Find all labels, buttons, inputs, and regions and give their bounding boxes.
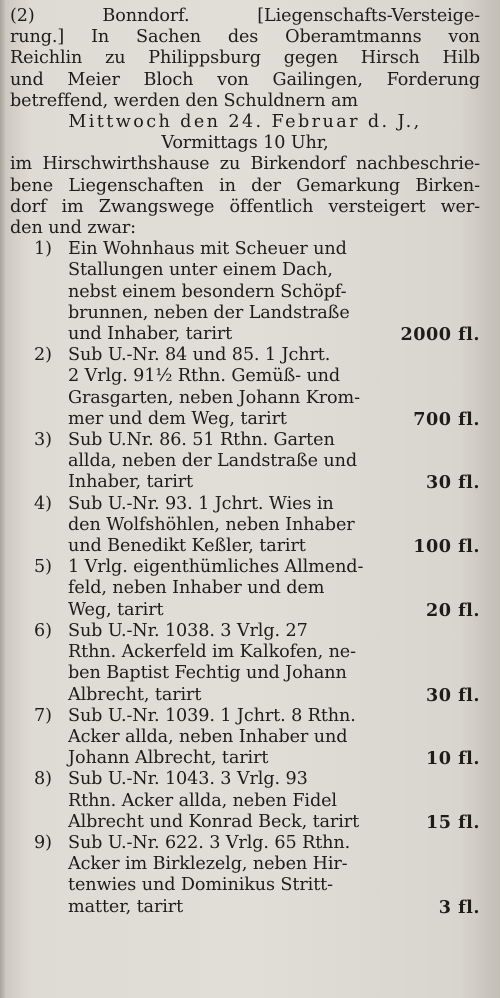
property-item-price: 30 fl. bbox=[426, 472, 480, 494]
property-item-price: 100 fl. bbox=[413, 536, 480, 558]
property-item-text: Stallungen unter einem Dach, bbox=[68, 260, 333, 281]
property-item-number: 6) bbox=[34, 620, 52, 641]
property-item-line bbox=[10, 282, 480, 303]
property-item-text: tenwies und Dominikus Stritt- bbox=[68, 875, 333, 896]
property-item-line bbox=[10, 557, 480, 578]
property-item bbox=[10, 430, 480, 494]
property-item-line bbox=[10, 706, 480, 727]
property-item-text: Sub U.Nr. 86. 51 Rthn. Garten bbox=[68, 430, 335, 451]
property-item-line bbox=[10, 366, 480, 387]
body-line: dorf im Zwangswege öffentlich versteigert wer- bbox=[10, 196, 480, 217]
property-item-line bbox=[10, 472, 480, 493]
property-item-text: Albrecht und Konrad Beck, tarirt bbox=[68, 811, 360, 832]
property-item-price: 30 fl. bbox=[426, 684, 480, 706]
property-item-text: Albrecht, tarirt bbox=[68, 684, 202, 705]
property-item-text: Sub U.-Nr. 93. 1 Jchrt. Wies in bbox=[68, 493, 334, 514]
property-item-text: Rthn. Acker allda, neben Fidel bbox=[68, 790, 337, 811]
property-item-number: 2) bbox=[34, 345, 52, 366]
property-item-text: und Inhaber, tarirt bbox=[68, 324, 233, 345]
header-line: rung.] In Sachen des Oberamtmanns von bbox=[10, 27, 480, 48]
property-item-number: 9) bbox=[34, 832, 52, 853]
property-item-text: Sub U.-Nr. 1038. 3 Vrlg. 27 bbox=[68, 620, 308, 641]
property-item-line bbox=[10, 748, 480, 769]
property-item-text: Acker allda, neben Inhaber und bbox=[68, 726, 348, 747]
property-item-number: 1) bbox=[34, 239, 52, 260]
header-line: Reichlin zu Philippsburg gegen Hirsch Hilb bbox=[10, 48, 480, 69]
property-item bbox=[10, 557, 480, 621]
body-line: im Hirschwirthshause zu Birkendorf nachbeschrie- bbox=[10, 154, 480, 175]
property-item-line bbox=[10, 578, 480, 599]
property-item-line bbox=[10, 769, 480, 790]
property-item-text: allda, neben der Landstraße und bbox=[68, 451, 358, 472]
property-item-number: 3) bbox=[34, 430, 52, 451]
property-item-text: Sub U.-Nr. 84 und 85. 1 Jchrt. bbox=[68, 345, 331, 366]
property-item-text: ben Baptist Fechtig und Johann bbox=[68, 663, 347, 684]
property-item-line bbox=[10, 621, 480, 642]
property-item-line bbox=[10, 409, 480, 430]
property-item bbox=[10, 833, 480, 918]
auction-date: Mittwoch den 24. Februar d. J., bbox=[68, 112, 422, 133]
property-item bbox=[10, 621, 480, 706]
page-binding-shadow bbox=[0, 0, 6, 998]
property-item-text: feld, neben Inhaber und dem bbox=[68, 578, 325, 599]
property-item-line bbox=[10, 388, 480, 409]
property-item-text: Sub U.-Nr. 1039. 1 Jchrt. 8 Rthn. bbox=[68, 705, 356, 726]
property-item-line bbox=[10, 642, 480, 663]
property-item-text: 2 Vrlg. 91½ Rthn. Gemüß- und bbox=[68, 366, 341, 387]
property-item-text: den Wolfshöhlen, neben Inhaber bbox=[68, 514, 355, 535]
property-item-text: mer und dem Weg, tarirt bbox=[68, 408, 287, 429]
property-item bbox=[10, 345, 480, 430]
property-item-text: Acker im Birklezelg, neben Hir- bbox=[68, 854, 348, 875]
property-item-line bbox=[10, 536, 480, 557]
notice-header bbox=[10, 6, 480, 239]
header-line: betreffend, werden den Schuldnern am bbox=[10, 90, 358, 111]
property-item-text: Sub U.-Nr. 622. 3 Vrlg. 65 Rthn. bbox=[68, 832, 351, 853]
property-item-line bbox=[10, 600, 480, 621]
property-item-text: Ein Wohnhaus mit Scheuer und bbox=[68, 239, 347, 260]
auction-time: Vormittags 10 Uhr, bbox=[161, 133, 329, 154]
property-item-line bbox=[10, 875, 480, 896]
property-item bbox=[10, 769, 480, 833]
property-item-text: 1 Vrlg. eigenthümliches Allmend- bbox=[68, 557, 364, 578]
property-item-line bbox=[10, 260, 480, 281]
property-item-line bbox=[10, 494, 480, 515]
property-item-text: brunnen, neben der Landstraße bbox=[68, 302, 350, 323]
property-item-price: 15 fl. bbox=[426, 811, 480, 833]
property-item-line bbox=[10, 239, 480, 260]
property-item bbox=[10, 706, 480, 770]
property-item-line bbox=[10, 727, 480, 748]
property-item-text: Johann Albrecht, tarirt bbox=[68, 748, 269, 769]
body-line: den und zwar: bbox=[10, 218, 136, 239]
property-item-text: und Benedikt Keßler, tarirt bbox=[68, 536, 306, 557]
property-item-line bbox=[10, 854, 480, 875]
property-item-line bbox=[10, 663, 480, 684]
property-item-number: 4) bbox=[34, 493, 52, 514]
property-item-text: Weg, tarirt bbox=[68, 599, 164, 620]
property-item-line bbox=[10, 324, 480, 345]
property-item-price: 2000 fl. bbox=[400, 324, 480, 346]
property-item-line bbox=[10, 833, 480, 854]
property-item-line bbox=[10, 345, 480, 366]
property-item-number: 7) bbox=[34, 705, 52, 726]
property-item-number: 5) bbox=[34, 557, 52, 578]
property-item-price: 20 fl. bbox=[426, 599, 480, 621]
property-item-line bbox=[10, 685, 480, 706]
property-item-line bbox=[10, 897, 480, 918]
property-item-text: matter, tarirt bbox=[68, 896, 184, 917]
property-item-line bbox=[10, 303, 480, 324]
property-item-line bbox=[10, 791, 480, 812]
property-item-number: 8) bbox=[34, 769, 52, 790]
header-line: (2) Bonndorf. [Liegenschafts-Versteige- bbox=[10, 6, 480, 26]
body-line: bene Liegenschaften in der Gemarkung Birken- bbox=[10, 175, 480, 196]
property-list bbox=[10, 239, 480, 918]
header-line: und Meier Bloch von Gailingen, Forderung bbox=[10, 69, 480, 90]
property-item-text: Inhaber, tarirt bbox=[68, 472, 194, 493]
property-item-line bbox=[10, 812, 480, 833]
property-item bbox=[10, 494, 480, 558]
property-item-price: 700 fl. bbox=[413, 408, 480, 430]
property-item-line bbox=[10, 451, 480, 472]
property-item-price: 10 fl. bbox=[426, 748, 480, 770]
property-item bbox=[10, 239, 480, 345]
property-item-text: Grasgarten, neben Johann Krom- bbox=[68, 387, 360, 408]
property-item-text: nebst einem besondern Schöpf- bbox=[68, 281, 347, 302]
property-item-text: Sub U.-Nr. 1043. 3 Vrlg. 93 bbox=[68, 769, 308, 790]
property-item-price: 3 fl. bbox=[438, 896, 480, 918]
property-item-line bbox=[10, 430, 480, 451]
property-item-line bbox=[10, 515, 480, 536]
property-item-text: Rthn. Ackerfeld im Kalkofen, ne- bbox=[68, 642, 356, 663]
